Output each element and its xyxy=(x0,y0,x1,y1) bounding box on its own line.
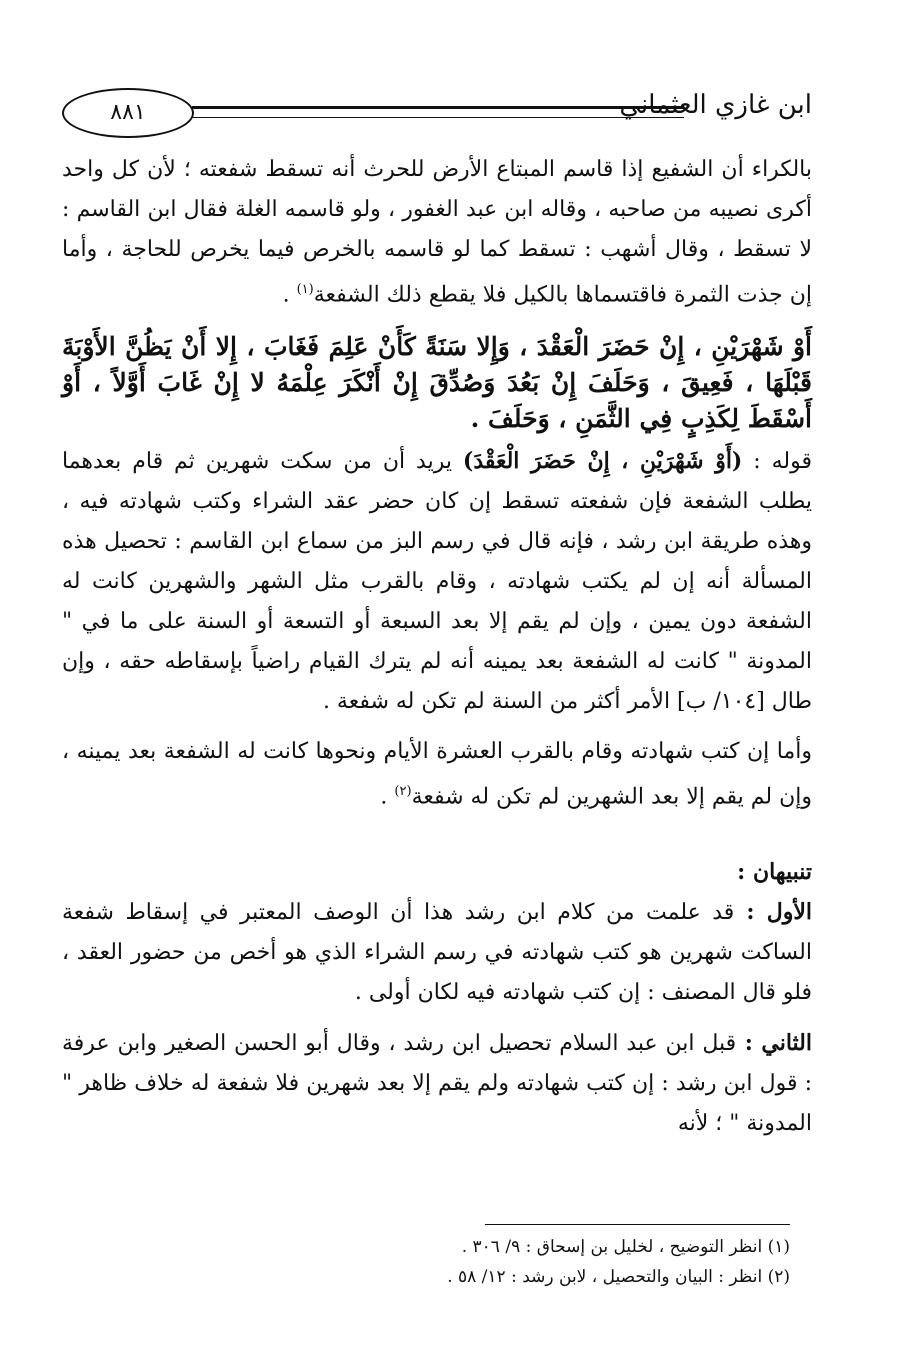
paragraph-1-end: . xyxy=(282,282,297,308)
paragraph-3-text: وأما إن كتب شهادته وقام بالقرب العشرة الأيام ونحوها كانت له الشفعة بعد يمينه ، وإن لم يقم إلا بعد الشهرين لم تكن له شفعة xyxy=(62,739,812,810)
paragraph-5-text: قبل ابن عبد السلام تحصيل ابن رشد ، وقال أبو الحسن الصغير وابن عرفة : قول ابن رشد : إن كتب شهادته ولم يقم إلا بعد شهرين فلا شفعة له خلاف ظاهر " المدونة " ؛ لأنه xyxy=(62,1030,812,1136)
footnote-1: (١) انظر التوضيح ، لخليل بن إسحاق : ٩/ ٣٠٦ . xyxy=(461,1237,790,1257)
footnote-ref-2: (٢) xyxy=(394,784,412,800)
header-rule xyxy=(192,106,684,118)
running-title: ابن غازي العثماني xyxy=(619,90,812,120)
paragraph-1-text: بالكراء أن الشفيع إذا قاسم المبتاع الأرض للحرث أنه تسقط شفعته ؛ لأن كل واحد أكرى نصيبه من صاحبه ، وقاله ابن عبد الغفور ، ولو قاسمه الغلة فقال ابن القاسم : لا تسقط ، وقال أشهب : تسقط كما لو قاسمه بالخرص فيما يخرص للحاجة ، وأما إن جذت الثمرة فاقتسماها بالكيل فلا يقطع ذلك الشفعة xyxy=(62,157,812,308)
page-body xyxy=(62,150,812,1154)
paragraph-2-quote: (أَوْ شَهْرَيْنِ ، إِنْ حَضَرَ الْعَقْدَ) xyxy=(462,448,743,475)
paragraph-5-label: الثاني : xyxy=(736,1029,812,1056)
paragraph-4-label: الأول : xyxy=(734,898,812,925)
paragraph-2-text: يريد أن من سكت شهرين ثم قام بعدهما يطلب الشفعة فإن شفعته تسقط إن كان حضر عقد الشراء وكتب شهادته فيه ، وهذه طريقة ابن رشد ، فإنه قال في رسم البز من سماع ابن القاسم : تحصيل هذه المسألة أنه إن لم يكتب شهادته ، وقام بالقرب مثل الشهر والشهرين كانت له الشفعة دون يمين ، وإن لم يقم إلا بعد السبعة أو التسعة أو السنة على ما في " المدونة " كانت له الشفعة بعد يمينه أنه لم يترك القيام راضياً بإسقاطه حقه ، وإن طال [١٠٤/ ب] الأمر أكثر من السنة لم تكن له شفعة . xyxy=(62,449,812,715)
paragraph-3-end: . xyxy=(380,784,395,810)
paragraph-2 xyxy=(62,441,812,722)
paragraph-5 xyxy=(62,1023,812,1144)
paragraph-4 xyxy=(62,892,812,1013)
paragraph-2-label: قوله : xyxy=(742,449,813,475)
page-number: ٨٨١ xyxy=(62,88,194,138)
paragraph-3 xyxy=(62,732,812,817)
paragraph-4-text: قد علمت من كلام ابن رشد هذا أن الوصف المعتبر في إسقاط شفعة الساكت شهرين هو كتب شهادته في رسم الشراء الذي هو أخص من حضور العقد ، فلو قال المصنف : إن كتب شهادته فيه لكان أولى . xyxy=(62,899,812,1005)
footnotes xyxy=(62,1232,790,1292)
section-heading: تنبيهان : xyxy=(737,858,812,885)
page-header xyxy=(52,78,812,138)
footnote-2: (٢) انظر : البيان والتحصيل ، لابن رشد : ١٢/ ٥٨ . xyxy=(447,1267,790,1287)
footnote-ref-1: (١) xyxy=(296,282,314,297)
footnote-separator xyxy=(485,1224,790,1225)
paragraph-1 xyxy=(62,150,812,315)
matn-text: أَوْ شَهْرَيْنِ ، إِنْ حَضَرَ الْعَقْدَ ، وَإِلا سَنَةً كَأَنْ عَلِمَ فَغَابَ ، إِلا أَنْ يَظُنَّ الأَوْبَةَ قَبْلَهَا ، فَعِيقَ ، وَحَلَفَ إِنْ بَعُدَ وَصُدِّقَ إِنْ أَنْكَرَ عِلْمَهُ لا إِنْ غَابَ أَوَّلاً ، أَوْ أَسْقَطَ لِكَذِبٍ فِي الثَّمَنِ ، وَحَلَفَ . xyxy=(62,332,812,434)
